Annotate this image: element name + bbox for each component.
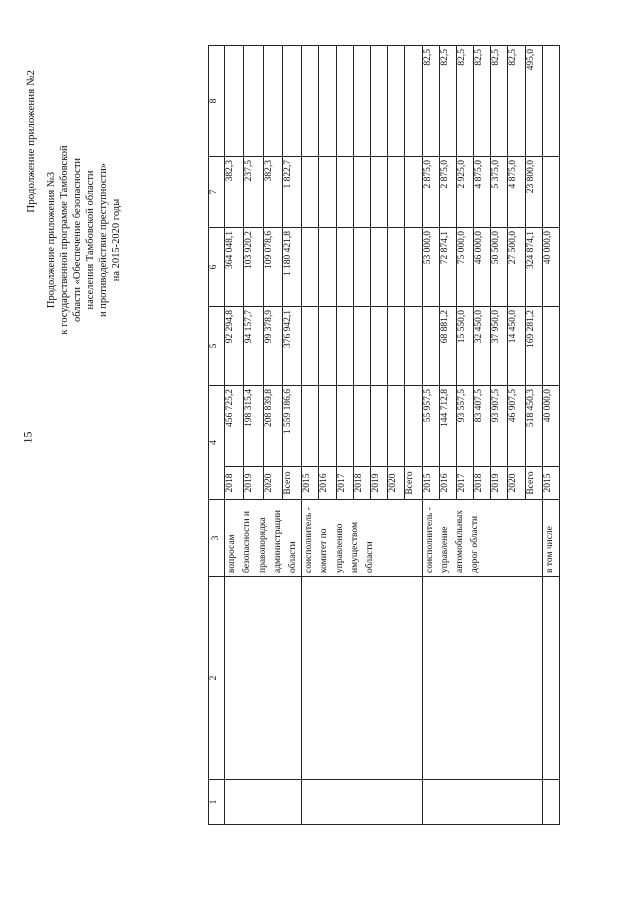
local-cell: 1 822,7 bbox=[282, 157, 301, 228]
other-cell bbox=[302, 46, 319, 157]
year-cell: 2020 bbox=[263, 467, 282, 500]
year-cell: 2015 bbox=[302, 467, 319, 500]
regional-cell: 53 000,0 bbox=[422, 228, 439, 307]
regional-cell bbox=[370, 228, 387, 307]
blank-cell bbox=[302, 780, 422, 825]
regional-cell: 109 078,6 bbox=[263, 228, 282, 307]
other-cell bbox=[319, 46, 336, 157]
executor-name-cell: соисполнитель - управление автомобильных дорог области bbox=[422, 500, 542, 577]
header-line-5: и противодействие преступности» bbox=[98, 162, 110, 318]
total-cell: 46 907,5 bbox=[508, 386, 525, 467]
year-cell: 2020 bbox=[508, 467, 525, 500]
other-cell: 82,5 bbox=[474, 46, 491, 157]
federal-cell bbox=[388, 307, 405, 386]
regional-cell: 72 874,1 bbox=[439, 228, 456, 307]
federal-cell: 92 294,8 bbox=[225, 307, 244, 386]
regional-cell bbox=[302, 228, 319, 307]
local-cell bbox=[353, 157, 370, 228]
regional-cell bbox=[353, 228, 370, 307]
blank-cell bbox=[422, 780, 542, 825]
regional-cell bbox=[388, 228, 405, 307]
local-cell: 2 875,0 bbox=[439, 157, 456, 228]
local-cell bbox=[388, 157, 405, 228]
federal-cell: 68 881,2 bbox=[439, 307, 456, 386]
total-cell: 208 839,8 bbox=[263, 386, 282, 467]
header-line-1: Продолжение приложения №3 bbox=[45, 171, 57, 309]
column-number: 3 bbox=[209, 500, 225, 577]
year-cell: 2015 bbox=[542, 467, 559, 500]
year-cell: 2019 bbox=[244, 467, 263, 500]
blank-cell bbox=[422, 577, 542, 780]
local-cell: 382,3 bbox=[225, 157, 244, 228]
local-cell bbox=[336, 157, 353, 228]
local-cell: 5 375,0 bbox=[491, 157, 508, 228]
total-cell bbox=[353, 386, 370, 467]
local-cell: 2 875,0 bbox=[422, 157, 439, 228]
federal-cell bbox=[302, 307, 319, 386]
year-cell: 2016 bbox=[319, 467, 336, 500]
regional-cell: 27 500,0 bbox=[508, 228, 525, 307]
total-cell: 518 450,3 bbox=[525, 386, 542, 467]
regional-cell: 40 000,0 bbox=[542, 228, 559, 307]
regional-cell: 1 180 421,8 bbox=[282, 228, 301, 307]
header-line-6: на 2015-2020 годы bbox=[111, 198, 123, 282]
other-cell bbox=[263, 46, 282, 157]
federal-cell bbox=[422, 307, 439, 386]
year-cell: 2020 bbox=[388, 467, 405, 500]
other-cell bbox=[388, 46, 405, 157]
local-cell: 2 925,0 bbox=[456, 157, 473, 228]
other-cell bbox=[244, 46, 263, 157]
regional-cell bbox=[336, 228, 353, 307]
column-number-row bbox=[209, 46, 225, 825]
other-cell: 82,5 bbox=[508, 46, 525, 157]
other-cell bbox=[282, 46, 301, 157]
regional-cell: 50 500,0 bbox=[491, 228, 508, 307]
local-cell: 4 875,0 bbox=[508, 157, 525, 228]
year-cell: Всего bbox=[405, 467, 422, 500]
local-cell bbox=[542, 157, 559, 228]
year-cell: Всего bbox=[282, 467, 301, 500]
regional-cell bbox=[319, 228, 336, 307]
other-cell: 82,5 bbox=[439, 46, 456, 157]
year-cell: 2017 bbox=[336, 467, 353, 500]
total-cell: 93 557,5 bbox=[456, 386, 473, 467]
other-cell: 82,5 bbox=[422, 46, 439, 157]
total-cell: 83 407,5 bbox=[474, 386, 491, 467]
local-cell: 382,3 bbox=[263, 157, 282, 228]
other-cell bbox=[405, 46, 422, 157]
column-number: 5 bbox=[209, 307, 225, 386]
total-cell: 1 559 186,6 bbox=[282, 386, 301, 467]
regional-cell: 103 920,2 bbox=[244, 228, 263, 307]
total-cell bbox=[336, 386, 353, 467]
year-cell: 2019 bbox=[491, 467, 508, 500]
column-number: 2 bbox=[209, 577, 225, 780]
local-cell bbox=[319, 157, 336, 228]
federal-cell: 376 942,1 bbox=[282, 307, 301, 386]
column-number: 4 bbox=[209, 386, 225, 500]
regional-cell: 324 874,1 bbox=[525, 228, 542, 307]
total-cell: 456 725,2 bbox=[225, 386, 244, 467]
federal-cell bbox=[319, 307, 336, 386]
federal-cell: 169 281,2 bbox=[525, 307, 542, 386]
other-cell: 82,5 bbox=[491, 46, 508, 157]
year-cell: 2018 bbox=[225, 467, 244, 500]
executor-name-cell: вопросам безопасности и правопорядка администрации области bbox=[225, 500, 302, 577]
local-cell bbox=[405, 157, 422, 228]
total-cell bbox=[319, 386, 336, 467]
table-row bbox=[542, 46, 559, 825]
local-cell bbox=[370, 157, 387, 228]
column-number: 6 bbox=[209, 228, 225, 307]
regional-cell bbox=[405, 228, 422, 307]
header-line-3: области «Обеспечение безопасности bbox=[72, 157, 83, 323]
other-cell: 82,5 bbox=[456, 46, 473, 157]
total-cell: 55 957,5 bbox=[422, 386, 439, 467]
other-cell bbox=[336, 46, 353, 157]
total-cell bbox=[302, 386, 319, 467]
federal-cell bbox=[353, 307, 370, 386]
year-cell: 2016 bbox=[439, 467, 456, 500]
document-header bbox=[25, 70, 124, 410]
federal-cell bbox=[542, 307, 559, 386]
other-cell bbox=[353, 46, 370, 157]
executor-name-cell: соисполнитель - комитет по управлению имуществом области bbox=[302, 500, 422, 577]
year-cell: 2018 bbox=[353, 467, 370, 500]
total-cell bbox=[405, 386, 422, 467]
year-cell: 2018 bbox=[474, 467, 491, 500]
blank-cell bbox=[225, 577, 302, 780]
federal-cell bbox=[336, 307, 353, 386]
year-cell: 2017 bbox=[456, 467, 473, 500]
total-cell: 144 712,8 bbox=[439, 386, 456, 467]
page-number: 15 bbox=[20, 431, 35, 444]
regional-cell: 364 048,1 bbox=[225, 228, 244, 307]
executor-name-cell: в том числе bbox=[542, 500, 559, 577]
column-number: 8 bbox=[209, 46, 225, 157]
federal-cell: 14 450,0 bbox=[508, 307, 525, 386]
table-row bbox=[302, 46, 319, 825]
year-cell: Всего bbox=[525, 467, 542, 500]
federal-cell bbox=[405, 307, 422, 386]
column-number: 1 bbox=[209, 780, 225, 825]
year-cell: 2019 bbox=[370, 467, 387, 500]
total-cell bbox=[370, 386, 387, 467]
header-continuation: Продолжение приложения №2 bbox=[25, 70, 37, 213]
table-row bbox=[225, 46, 244, 825]
year-cell: 2015 bbox=[422, 467, 439, 500]
other-cell bbox=[370, 46, 387, 157]
federal-cell bbox=[370, 307, 387, 386]
budget-table bbox=[208, 45, 560, 825]
other-cell bbox=[542, 46, 559, 157]
federal-cell: 37 950,0 bbox=[491, 307, 508, 386]
federal-cell: 32 450,0 bbox=[474, 307, 491, 386]
federal-cell: 99 378,9 bbox=[263, 307, 282, 386]
regional-cell: 46 000,0 bbox=[474, 228, 491, 307]
header-line-4: населения Тамбовской области bbox=[85, 170, 97, 310]
other-cell: 495,0 bbox=[525, 46, 542, 157]
blank-cell bbox=[302, 577, 422, 780]
total-cell: 93 907,5 bbox=[491, 386, 508, 467]
total-cell bbox=[388, 386, 405, 467]
local-cell bbox=[302, 157, 319, 228]
federal-cell: 15 550,0 bbox=[456, 307, 473, 386]
blank-cell bbox=[542, 577, 559, 780]
column-number: 7 bbox=[209, 157, 225, 228]
blank-cell bbox=[225, 780, 302, 825]
header-line-2: к государственной программе Тамбовской bbox=[58, 145, 70, 335]
total-cell: 198 315,4 bbox=[244, 386, 263, 467]
regional-cell: 75 000,0 bbox=[456, 228, 473, 307]
local-cell: 4 875,0 bbox=[474, 157, 491, 228]
total-cell: 40 000,0 bbox=[542, 386, 559, 467]
federal-cell: 94 157,7 bbox=[244, 307, 263, 386]
other-cell bbox=[225, 46, 244, 157]
table-row bbox=[422, 46, 439, 825]
local-cell: 23 800,0 bbox=[525, 157, 542, 228]
blank-cell bbox=[542, 780, 559, 825]
local-cell: 237,5 bbox=[244, 157, 263, 228]
